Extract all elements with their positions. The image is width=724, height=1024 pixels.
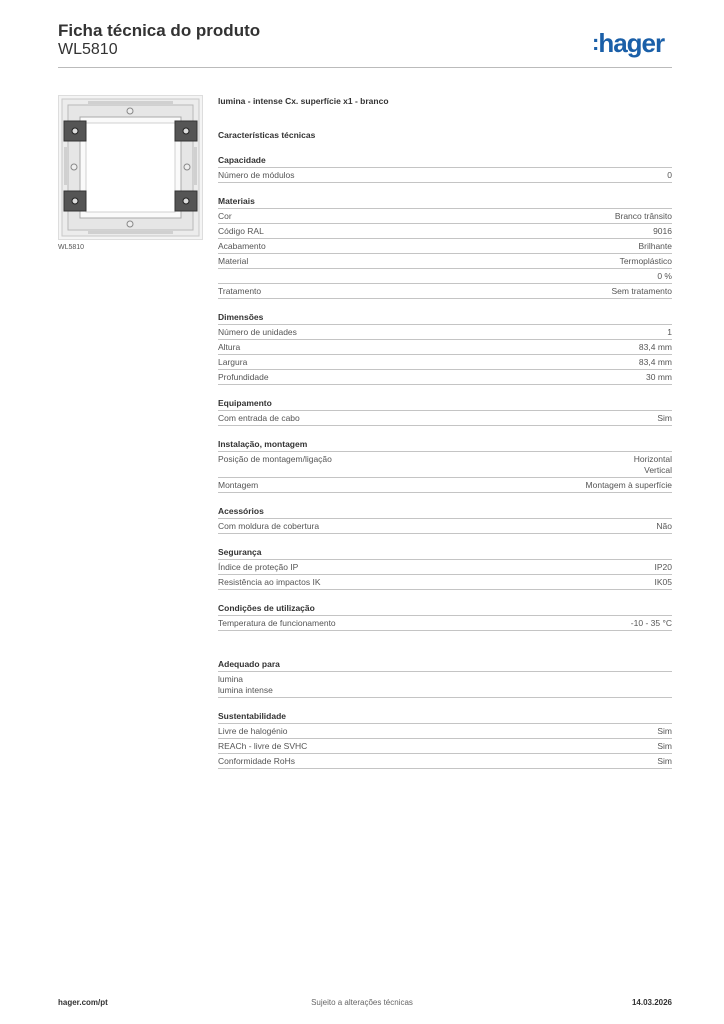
footer-website[interactable]: hager.com/pt xyxy=(58,998,108,1007)
spec-value xyxy=(657,271,672,282)
spec-row xyxy=(218,739,672,754)
spec-value-line: IP20 xyxy=(654,561,672,572)
spec-row xyxy=(218,452,672,478)
spec-label: Livre de halogénio xyxy=(218,725,288,736)
spec-value xyxy=(657,413,672,424)
spec-row xyxy=(218,168,672,183)
spec-row xyxy=(218,560,672,575)
spec-label: REACh - livre de SVHC xyxy=(218,740,308,751)
spec-row xyxy=(218,224,672,239)
spec-label: Com moldura de cobertura xyxy=(218,520,320,531)
spec-value-line: Sim xyxy=(657,412,672,423)
spec-value xyxy=(639,357,672,368)
spec-section xyxy=(218,601,672,631)
spec-value-line: 0 % xyxy=(657,270,672,281)
spec-label: Índice de proteção IP xyxy=(218,561,299,572)
spec-value-line: 0 xyxy=(667,169,672,180)
spec-label: Número de módulos xyxy=(218,169,295,180)
spec-row xyxy=(218,269,672,284)
spec-label: Material xyxy=(218,255,249,266)
logo-text: hager xyxy=(598,28,665,58)
spec-label: Com entrada de cabo xyxy=(218,412,300,423)
spec-value-line: Vertical xyxy=(644,464,672,475)
spec-row xyxy=(218,209,672,224)
spec-label: Temperatura de funcionamento xyxy=(218,617,336,628)
spec-value xyxy=(634,454,672,476)
section-title: Equipamento xyxy=(218,396,672,411)
spec-value xyxy=(657,741,672,752)
spec-value-line: 1 xyxy=(667,326,672,337)
spec-section xyxy=(218,545,672,590)
spec-row xyxy=(218,284,672,299)
spec-value xyxy=(667,327,672,338)
suitable-item: lumina intense xyxy=(218,684,273,695)
spec-label: Código RAL xyxy=(218,225,264,236)
spec-value xyxy=(638,241,672,252)
section-title: Acessórios xyxy=(218,504,672,519)
spec-value-line: Branco trânsito xyxy=(614,210,672,221)
spec-value-line: Sem tratamento xyxy=(611,285,672,296)
spec-row xyxy=(218,355,672,370)
spec-label: Profundidade xyxy=(218,371,269,382)
spec-label: Cor xyxy=(218,210,232,221)
suitable-section xyxy=(218,657,672,698)
suitable-list xyxy=(218,672,672,698)
spec-section xyxy=(218,396,672,426)
spec-row xyxy=(218,754,672,769)
spec-value-line: Não xyxy=(656,520,672,531)
spec-row xyxy=(218,340,672,355)
section-title: Capacidade xyxy=(218,153,672,168)
section-title: Condições de utilização xyxy=(218,601,672,616)
spec-value-line: Horizontal xyxy=(633,453,672,464)
spec-label: Largura xyxy=(218,356,248,367)
sustainability-section xyxy=(218,709,672,769)
product-code: WL5810 xyxy=(58,41,118,58)
spec-row xyxy=(218,575,672,590)
hager-logo: :hager xyxy=(592,28,665,58)
spec-row xyxy=(218,325,672,340)
spec-value xyxy=(657,726,672,737)
spec-value-line: 83,4 mm xyxy=(638,341,672,352)
spec-value-line: Sim xyxy=(657,725,672,736)
spec-label: Altura xyxy=(218,341,241,352)
spec-row xyxy=(218,616,672,631)
spec-value-line: -10 - 35 °C xyxy=(630,617,672,628)
spec-sections xyxy=(218,153,672,631)
spec-value xyxy=(646,372,672,383)
spec-row xyxy=(218,724,672,739)
spec-value xyxy=(586,480,672,491)
spec-value xyxy=(667,170,672,181)
spec-value-line: Sim xyxy=(657,755,672,766)
spec-label: Tratamento xyxy=(218,285,262,296)
footer-notice: Sujeito a alterações técnicas xyxy=(311,998,413,1007)
spec-value-line: 83,4 mm xyxy=(638,356,672,367)
spec-label: Conformidade RoHs xyxy=(218,755,296,766)
spec-value-line: Termoplástico xyxy=(619,255,672,266)
section-title: Adequado para xyxy=(218,657,672,672)
image-caption: WL5810 xyxy=(58,244,85,251)
spec-value xyxy=(655,577,673,588)
spec-row xyxy=(218,239,672,254)
spec-value xyxy=(657,756,672,767)
spec-label: Número de unidades xyxy=(218,326,297,337)
spec-value-line: 30 mm xyxy=(646,371,672,382)
spec-value xyxy=(639,342,672,353)
spec-row xyxy=(218,254,672,269)
spec-value-line: Sim xyxy=(657,740,672,751)
suitable-item: lumina xyxy=(218,673,244,684)
spec-value xyxy=(612,286,672,297)
spec-value-line: Montagem à superfície xyxy=(585,479,672,490)
page-title: Ficha técnica do produto xyxy=(58,21,261,40)
section-title: Sustentabilidade xyxy=(218,709,672,724)
spec-value xyxy=(653,226,672,237)
spec-value-line: 9016 xyxy=(653,225,672,236)
spec-value-line: IK05 xyxy=(654,576,672,587)
spec-row xyxy=(218,478,672,493)
tech-heading: Características técnicas xyxy=(218,130,316,140)
header-divider xyxy=(58,67,672,68)
spec-section xyxy=(218,310,672,385)
spec-label: Montagem xyxy=(218,479,259,490)
spec-section xyxy=(218,437,672,493)
spec-section xyxy=(218,504,672,534)
spec-value xyxy=(620,256,672,267)
product-image xyxy=(58,95,203,240)
product-name: lumina - intense Cx. superfície x1 - branco xyxy=(218,96,389,106)
spec-section xyxy=(218,153,672,183)
spec-label: Acabamento xyxy=(218,240,266,251)
spec-section xyxy=(218,194,672,299)
section-title: Materiais xyxy=(218,194,672,209)
section-title: Segurança xyxy=(218,545,672,560)
spec-value xyxy=(615,211,672,222)
spec-label: Posição de montagem/ligação xyxy=(218,453,332,464)
spec-value xyxy=(631,618,672,629)
section-title: Instalação, montagem xyxy=(218,437,672,452)
footer-date: 14.03.2026 xyxy=(631,998,672,1007)
spec-row xyxy=(218,411,672,426)
spec-label: Resistência ao impactos IK xyxy=(218,576,321,587)
spec-content xyxy=(218,94,672,769)
spec-value-line: Brilhante xyxy=(638,240,672,251)
spec-row xyxy=(218,519,672,534)
spec-value xyxy=(656,521,672,532)
spec-row xyxy=(218,370,672,385)
sustainability-rows xyxy=(218,724,672,769)
spec-value xyxy=(655,562,673,573)
section-title: Dimensões xyxy=(218,310,672,325)
